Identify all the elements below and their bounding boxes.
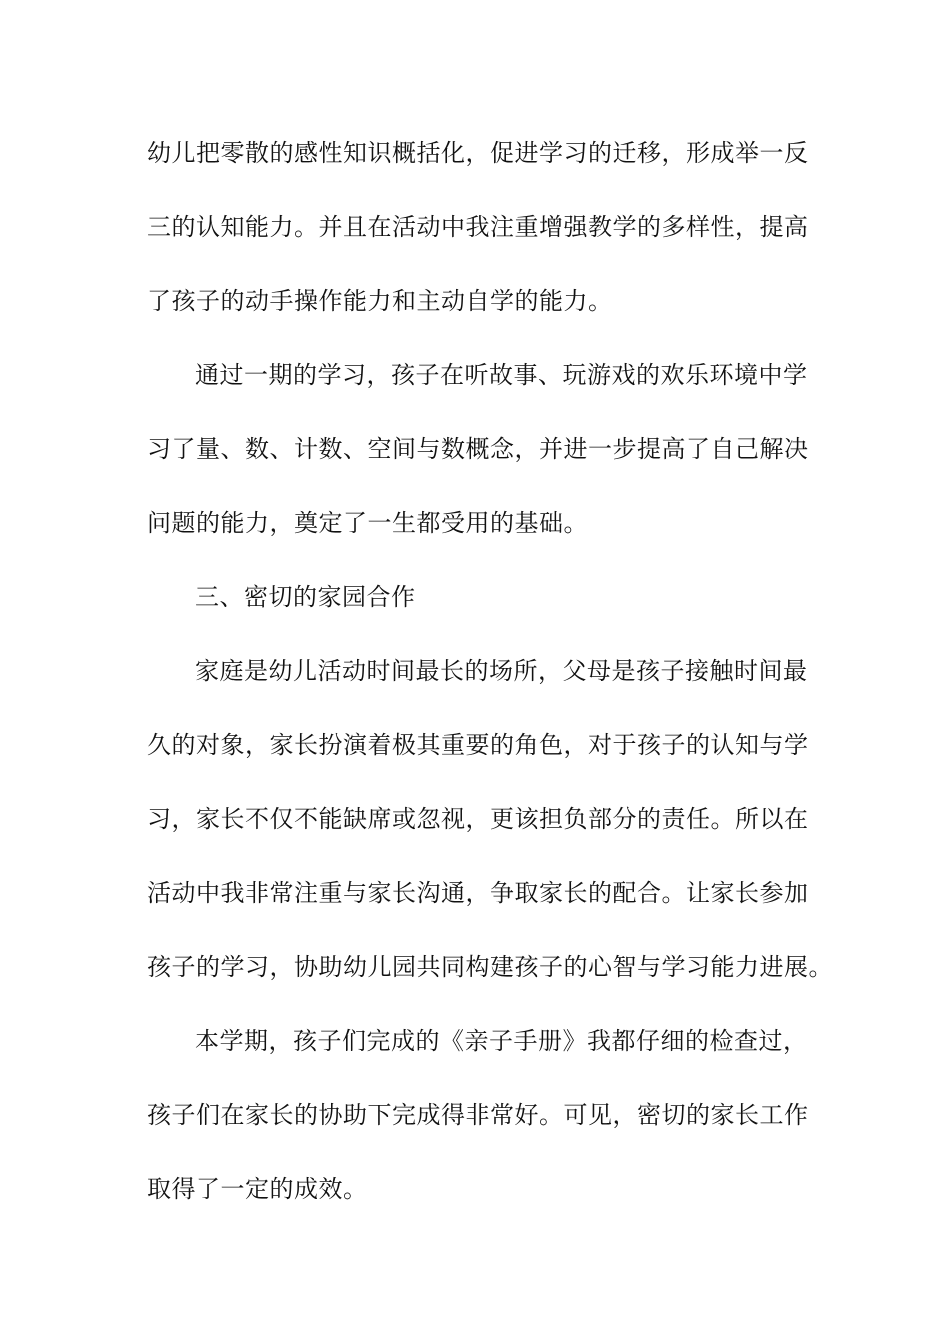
text-line: 久的对象，家长扮演着极其重要的角色，对于孩子的认知与学	[147, 731, 809, 759]
paragraph-start-line: 通过一期的学习，孩子在听故事、玩游戏的欢乐环境中学	[195, 361, 808, 389]
text-line: 幼儿把零散的感性知识概括化，促进学习的迁移，形成举一反	[147, 139, 809, 167]
text-line: 问题的能力，奠定了一生都受用的基础。	[147, 509, 588, 537]
text-line: 活动中我非常注重与家长沟通，争取家长的配合。让家长参加	[147, 879, 809, 907]
text-line: 习，家长不仅不能缺席或忽视，更该担负部分的责任。所以在	[147, 805, 809, 833]
text-line: 孩子的学习，协助幼儿园共同构建孩子的心智与学习能力进展。	[147, 953, 833, 981]
text-line: 了孩子的动手操作能力和主动自学的能力。	[147, 287, 613, 315]
paragraph-start-line: 本学期，孩子们完成的《亲子手册》我都仔细的检查过，	[195, 1027, 808, 1055]
paragraph-start-line: 家庭是幼儿活动时间最长的场所，父母是孩子接触时间最	[195, 657, 808, 685]
text-line: 习了量、数、计数、空间与数概念，并进一步提高了自己解决	[147, 435, 809, 463]
text-line: 三的认知能力。并且在活动中我注重增强教学的多样性，提高	[147, 213, 809, 241]
text-line: 孩子们在家长的协助下完成得非常好。可见，密切的家长工作	[147, 1101, 809, 1129]
section-heading: 三、密切的家园合作	[195, 583, 416, 611]
text-line: 取得了一定的成效。	[147, 1175, 368, 1203]
